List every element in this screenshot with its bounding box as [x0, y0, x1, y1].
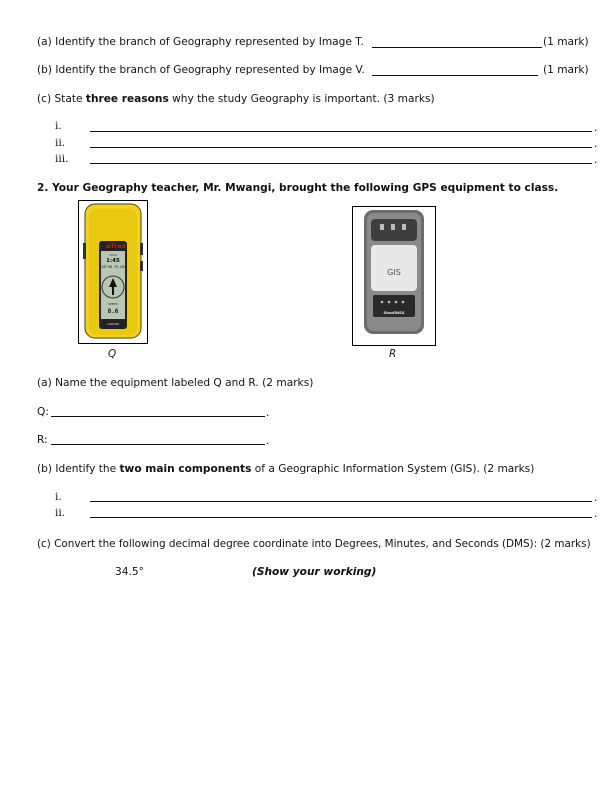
question-1b-text: (b) Identify the branch of Geography represented by Image V.: [37, 64, 365, 76]
answer-line-1c-ii[interactable]: [90, 147, 592, 148]
answer-line-2b-ii[interactable]: [90, 517, 592, 518]
gps-brand: eTrex: [106, 242, 126, 250]
line-end-dot: .: [594, 508, 598, 520]
question-2a-text: (a) Name the equipment labeled Q and R. (2 marks): [37, 377, 314, 389]
list-marker-i: i.: [55, 120, 62, 132]
question-1c-text: (c) State three reasons why the study Geography is important. (3 marks): [37, 93, 435, 105]
question-2c-text: (c) Convert the following decimal degree coordinate into Degrees, Minutes, and Seconds (DMS): (2 marks): [37, 538, 591, 550]
question-1a-marks: (1 mark): [543, 36, 589, 48]
answer-line-2b-i[interactable]: [90, 501, 592, 502]
image-r-gis-receiver: [352, 206, 436, 346]
list-marker-ii: ii.: [55, 507, 66, 519]
answer-line-1c-i[interactable]: [90, 131, 592, 132]
answer-line-1b[interactable]: [372, 75, 538, 76]
answer-line-q[interactable]: [51, 416, 265, 417]
decimal-coordinate: 34.5°: [115, 566, 144, 578]
list-marker-iii: iii.: [55, 153, 69, 165]
line-end-dot: .: [266, 435, 270, 447]
image-q-caption: Q: [108, 348, 117, 360]
q-answer-label: Q:: [37, 406, 49, 418]
line-end-dot: .: [594, 492, 598, 504]
working-note: (Show your working): [252, 566, 377, 578]
r-answer-label: R:: [37, 434, 48, 446]
line-end-dot: .: [594, 138, 598, 150]
question-2b-text: (b) Identify the two main components of a Geographic Information System (GIS). (2 marks): [37, 463, 535, 475]
gps-screen-top: Time: [109, 253, 117, 257]
receiver-label: GIS: [387, 268, 401, 277]
list-marker-i: i.: [55, 491, 62, 503]
answer-line-1c-iii[interactable]: [90, 163, 592, 164]
line-end-dot: .: [266, 407, 270, 419]
gps-screen-time: 1:45: [106, 258, 120, 264]
gps-screen-speed-label: SPEED: [108, 302, 118, 306]
gps-handheld-icon: [79, 201, 147, 343]
line-end-dot: .: [594, 122, 598, 134]
list-marker-ii: ii.: [55, 137, 66, 149]
answer-line-r[interactable]: [51, 444, 265, 445]
receiver-brand: SinoGNSS: [383, 310, 405, 315]
line-end-dot: .: [594, 154, 598, 166]
question-2-heading: 2. Your Geography teacher, Mr. Mwangi, brought the following GPS equipment to class.: [37, 182, 559, 194]
gps-screen-coords: S0°46 75.00: [101, 265, 125, 269]
gps-maker: GARMIN: [107, 322, 119, 326]
question-1b-marks: (1 mark): [543, 64, 589, 76]
gps-screen-speed: 8.6: [107, 308, 119, 315]
image-q-gps-receiver: [78, 200, 148, 344]
answer-line-1a[interactable]: [372, 47, 542, 48]
image-r-caption: R: [389, 348, 397, 360]
question-1a-text: (a) Identify the branch of Geography represented by Image T.: [37, 36, 364, 48]
gnss-receiver-icon: [353, 207, 435, 345]
